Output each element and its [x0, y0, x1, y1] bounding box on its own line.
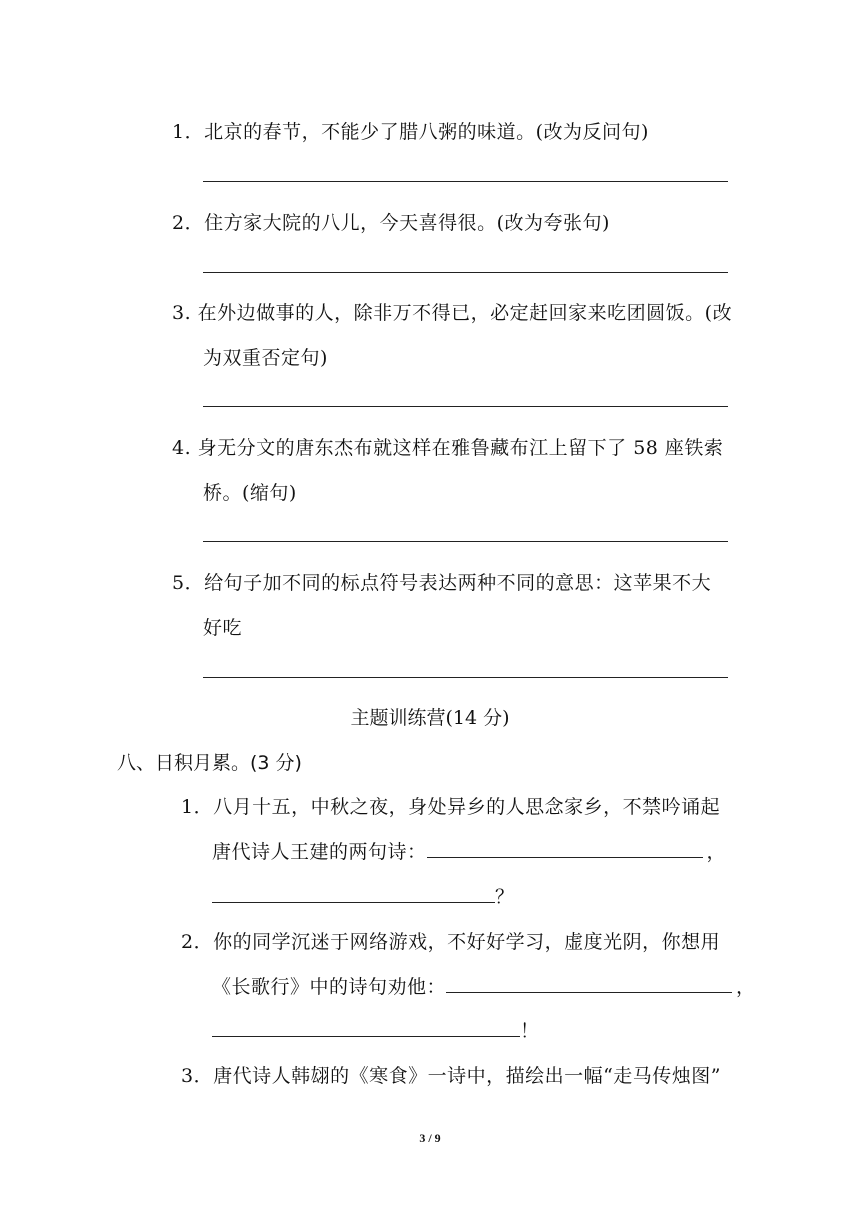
- part-8-item-2-line-1: 2．你的同学沉迷于网络游戏，不好好学习，虚度光阴，你想用: [181, 931, 721, 953]
- punctuation: ，: [706, 841, 727, 863]
- answer-line-3: [203, 406, 728, 407]
- part-8-item-1-line-3: [212, 882, 515, 909]
- answer-line-2: [203, 272, 728, 273]
- part-8-heading: 八、日积月累。(3 分): [117, 752, 302, 774]
- question-3-line-2: 为双重否定句): [203, 347, 328, 369]
- punctuation: ，: [736, 976, 756, 998]
- answer-line-4: [203, 541, 728, 542]
- question-2: 2．住方家大院的八儿，今天喜得很。(改为夸张句): [172, 212, 610, 234]
- question-4-line-2: 桥。(缩句): [203, 482, 297, 504]
- part-8-item-2-line-2: [212, 972, 756, 999]
- part-8-item-1-line-1: 1．八月十五，中秋之夜，身处异乡的人思念家乡，不禁吟诵起: [181, 796, 721, 818]
- punctuation: ！: [520, 1020, 540, 1042]
- punctuation: ？: [495, 886, 515, 908]
- answer-line-1: [203, 181, 728, 182]
- fill-blank[interactable]: [427, 837, 703, 858]
- section-title: 主题训练营(14 分): [350, 707, 510, 729]
- question-5-line-2: 好吃: [203, 617, 243, 639]
- page-number: 3 / 9: [419, 1131, 441, 1145]
- part-8-item-2-line-3: [212, 1016, 540, 1043]
- part-8-item-2-prompt: 《长歌行》中的诗句劝他：: [212, 976, 447, 998]
- part-8-item-1-line-2: [212, 837, 726, 864]
- question-4-line-1: 4. 身无分文的唐东杰布就这样在雅鲁藏布江上留下了 58 座铁索: [172, 437, 724, 459]
- question-3-line-1: 3. 在外边做事的人，除非万不得已，必定赶回家来吃团圆饭。(改: [172, 302, 733, 324]
- fill-blank[interactable]: [212, 882, 495, 903]
- fill-blank[interactable]: [446, 972, 732, 993]
- part-8-item-3-line-1: 3．唐代诗人韩翃的《寒食》一诗中，描绘出一幅“走马传烛图”: [181, 1065, 722, 1087]
- answer-line-5: [203, 677, 728, 678]
- part-8-item-1-prompt: 唐代诗人王建的两句诗：: [212, 841, 427, 863]
- question-5-line-1: 5．给句子加不同的标点符号表达两种不同的意思：这苹果不大: [172, 572, 712, 594]
- question-1: 1．北京的春节，不能少了腊八粥的味道。(改为反问句): [172, 121, 649, 143]
- fill-blank[interactable]: [212, 1016, 520, 1037]
